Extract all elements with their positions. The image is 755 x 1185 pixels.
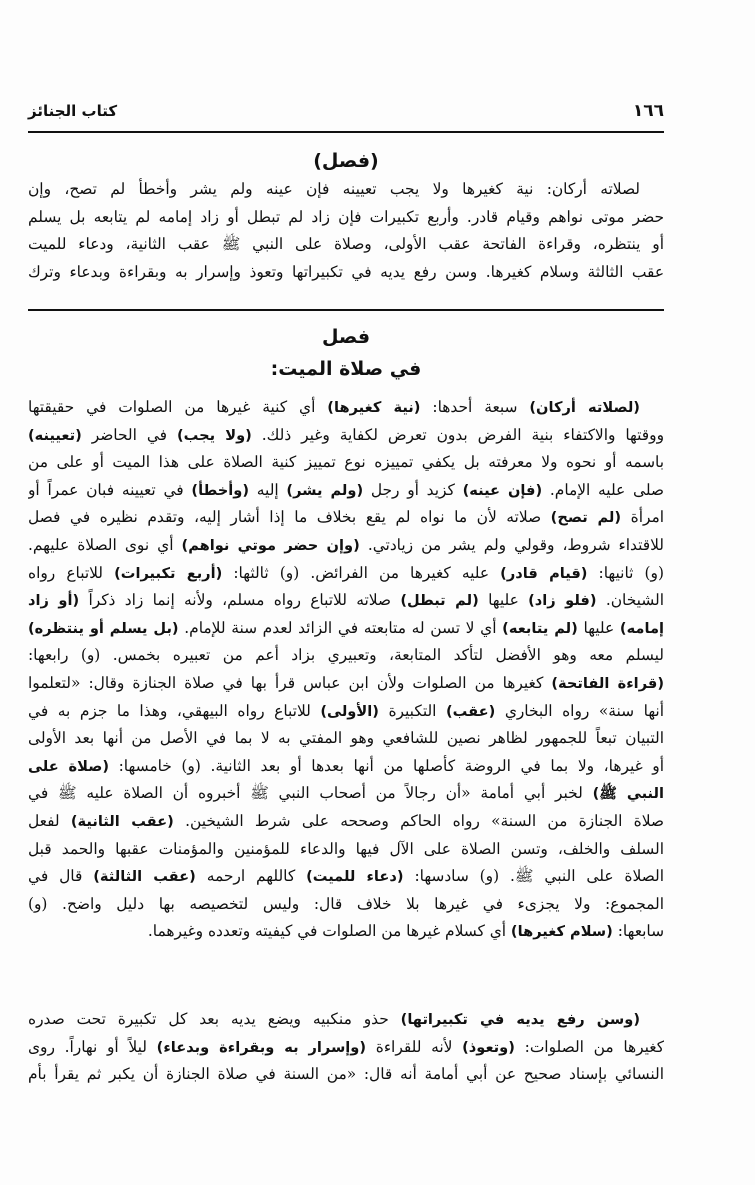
page-number: ١٦٦ [632, 101, 664, 121]
commentary-text: عليه كغيرها من الفرائض. (و) ثالثها: [222, 563, 501, 582]
matn-quote: (سلام كغيرها) [510, 923, 613, 941]
matn-quote: (دعاء للميت) [306, 868, 404, 886]
matn-line: حضر موتى نواهم وقيام قادر. وأربع تكبيرات فإن زاد لم تبطل أو زاد إمامه لم يتابعه بل يسلم [28, 207, 664, 226]
matn-quote: (فإن عينه) [462, 481, 543, 499]
sharh-line [28, 642, 664, 670]
commentary-text: صلاته للاتباع رواه مسلم، ولأنه إنما زاد ذكراً [79, 591, 401, 610]
sharh-paragraph-2 [28, 1006, 664, 1089]
sharh-line [28, 394, 664, 422]
commentary-text: الصلاة على النبي ﷺ. (و) سادسها: [403, 867, 664, 886]
matn-quote: (لم يتابعه) [502, 619, 578, 637]
matn-quote: (عقب) [446, 702, 496, 720]
matn-text [28, 176, 664, 286]
sharh-line [28, 780, 664, 808]
sharh-line [28, 725, 664, 753]
commentary-text: النسائي بإسناد صحيح عن أبي أمامة أنه قال: «من السنة في صلاة الجنازة أن يكبر ثم يقرأ بأم [28, 1065, 664, 1084]
sharh-line [28, 863, 664, 891]
sharh-line [28, 753, 664, 781]
matn-quote: (ولا يجب) [176, 426, 252, 444]
matn-quote: إمامه) [619, 619, 664, 637]
matn-quote: (عقب الثانية) [70, 812, 174, 830]
commentary-text: أي نوى الصلاة عليهم. [28, 535, 182, 554]
page-header [28, 96, 664, 126]
header-rule [28, 131, 664, 133]
sharh-line [28, 836, 664, 864]
matn-quote: النبي ﷺ) [592, 785, 664, 803]
commentary-text: ليسلم معه وهو الأفضل لتأكد المتابعة، وتعبيري بزاد أعم من تعبيره بخمس. (و) رابعها: [28, 646, 664, 665]
commentary-text: التكبيرة [378, 701, 446, 720]
commentary-text: كاللهم ارحمه [195, 867, 307, 886]
commentary-text: للاتباع رواه [28, 563, 115, 582]
sharh-line [28, 1061, 664, 1089]
sharh-line [28, 670, 664, 698]
commentary-text: للاقتداء شروط، وقولي ولم يشر من زيادتي. [359, 535, 664, 554]
commentary-text: ووقتها والاكتفاء بنية الفرض بدون تعرض لكفاية وغير ذلك. [251, 425, 664, 444]
commentary-text: باسمه أو نحوه ولا معرفته بل يكفي تمييزه نوع تمييز كنية الصلاة على هذا الميت أو على من [28, 453, 664, 472]
commentary-text: المجموع: ولا يجزىء في غيرها بلا خلاف قال: وليس لتخصيصه بها دليل واضح. (و) [28, 894, 664, 913]
sharh-line [28, 918, 664, 946]
commentary-text: امرأة [621, 508, 664, 527]
commentary-text: صلاته لأن ما نواه لم يقع بخلاف ما إذا أشار إليه، وتقدم نظيره في فصل [28, 508, 551, 527]
matn-quote: (تعيينه) [28, 426, 82, 444]
matn-line: عقب الثالثة وسلام كغيرها. وسن رفع يديه في تكبيراتها وتعوذ وإسرار به وبقراءة وبدعاء وترك [28, 262, 664, 281]
commentary-text: للاتباع رواه البيهقي، وهذا ما جزم به في [28, 701, 321, 720]
sharh-line [28, 587, 664, 615]
commentary-text: (و) ثانيها: [587, 563, 664, 582]
sharh-line [28, 477, 664, 505]
matn-quote: (نية كغيرها) [327, 399, 421, 416]
commentary-text: لخبر أبي أمامة «أن رجالاً من أصحاب النبي ﷺ أخبروه أن الصلاة عليه ﷺ في [28, 784, 593, 803]
commentary-text: ليلاً أو نهاراً. روى [28, 1037, 157, 1056]
matn-quote: (أربع تكبيرات) [114, 564, 223, 582]
matn-quote: (وإسرار به وبقراءة وبدعاء) [156, 1038, 367, 1056]
commentary-text: سابعها: [612, 922, 664, 941]
sharh-line [28, 449, 664, 477]
sharh-paragraph-1 [28, 394, 664, 946]
matn-line: لصلاته أركان: نية كغيرها ولا يجب تعيينه فإن عينه ولم يشر وأخطأ لم تصح، وإن [28, 180, 640, 198]
sharh-line [28, 1006, 664, 1034]
commentary-text: أي كسلام غيرها من الصلوات في كيفيته وتعدده وغيرهما. [147, 922, 511, 941]
matn-quote: (وسن رفع يديه في تكبيراتها) [400, 1011, 640, 1028]
commentary-text: لأنه للقراءة [366, 1037, 463, 1056]
matn-quote: (فلو زاد) [528, 592, 597, 610]
sharh-line [28, 422, 664, 450]
commentary-text: إليه [249, 480, 287, 499]
commentary-text: حذو منكبيه ويضع يديه بعد كل تكبيرة تحت صدره [28, 1010, 401, 1028]
commentary-text: سبعة أحدها: [420, 398, 530, 416]
matn-quote: (وإن حضر موتي نواهم) [181, 536, 360, 554]
commentary-text: كغيرها من الصلوات ولأن ابن عباس قرأ بها في صلاة الجنازة وقال: «لتعلموا [28, 673, 552, 692]
section-divider [28, 309, 664, 311]
sharh-line [28, 532, 664, 560]
sharh-line [28, 615, 664, 643]
commentary-text: كزيد أو رجل [363, 480, 463, 499]
matn-line: أو ينتظره، وقراءة الفاتحة عقب الأولى، وصلاة على النبي ﷺ عقب الثانية، ودعاء للميت [28, 235, 664, 254]
commentary-text: في الحاضر [81, 425, 177, 444]
matn-quote: (لم تصح) [550, 509, 622, 527]
matn-quote: (قراءة الفاتحة) [551, 674, 664, 692]
sharh-section-heading: فصل [321, 326, 371, 348]
matn-quote: (عقب الثالثة) [93, 868, 196, 886]
commentary-text: الشيخان. [596, 591, 664, 610]
commentary-text: أي لا تسن له متابعته في الزائد لعدم سنة للإمام. [178, 618, 503, 637]
matn-quote: (لم تبطل) [400, 592, 479, 610]
matn-quote: (وتعوذ) [462, 1038, 515, 1056]
matn-quote: (صلاة على [28, 757, 109, 775]
commentary-text: عليها [577, 618, 620, 637]
commentary-text: التبيان تبعاً للجمهور لظاهر نصين للشافعي وهو المفتي به لا بما في الأصل من أنها بعد الأولى [28, 729, 664, 748]
matn-quote: (قيام قادر) [500, 564, 588, 582]
commentary-text: في تعيينه فبان عمراً أو [28, 480, 192, 499]
sharh-line [28, 1034, 664, 1062]
commentary-text: صلى عليه الإمام. [542, 480, 664, 499]
commentary-text: كغيرها من الصلوات: [514, 1037, 664, 1056]
sharh-line [28, 560, 664, 588]
sharh-line [28, 504, 664, 532]
matn-quote: (لصلاته أركان) [529, 399, 640, 416]
matn-quote: (أو زاد [28, 592, 80, 610]
commentary-text: قال في [28, 867, 94, 886]
commentary-text: صلاة الجنازة من السنة» رواه الحاكم وصححه على شرط الشيخين. [173, 811, 664, 830]
matn-section-heading: (فصل) [313, 150, 379, 172]
sharh-line [28, 698, 664, 726]
commentary-text: أي كنية غيرها من الصلوات في حقيقتها [28, 398, 328, 416]
sharh-line [28, 808, 664, 836]
commentary-text: أنها سنة» رواه البخاري [495, 701, 664, 720]
commentary-text: السلف والخلف، وتسن الصلاة على الآل فيها والدعاء للمؤمنين والمؤمنات عقبها والحمد قبل [28, 839, 664, 858]
commentary-text: عليها [478, 591, 529, 610]
sharh-section-subheading: في صلاة الميت: [270, 358, 422, 380]
sharh-line [28, 891, 664, 919]
commentary-text: أو غيرها، ولا بما في الروضة كأصلها من أنها بعدها أو بعد الثانية. (و) خامسها: [108, 756, 664, 775]
matn-quote: (ولم يشر) [286, 481, 364, 499]
matn-quote: (بل يسلم أو ينتظره) [28, 619, 179, 637]
book-title: كتاب الجنائز [28, 102, 118, 120]
matn-quote: (وأخطأ) [191, 481, 250, 499]
commentary-text: لفعل [28, 811, 71, 830]
matn-quote: (الأولى) [320, 702, 379, 720]
